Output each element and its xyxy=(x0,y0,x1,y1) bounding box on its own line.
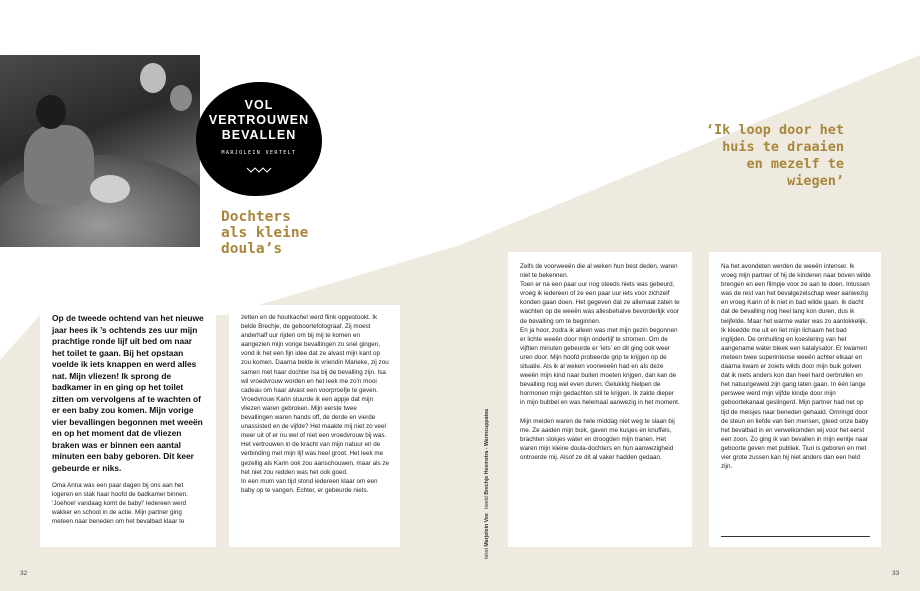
text-column-4 xyxy=(709,252,881,547)
credit-label: tekst xyxy=(484,548,490,559)
headline-line-1: Dochters xyxy=(221,209,291,225)
body-paragraph: Toen er na een paar uur nog steeds niets was gebeurd, vroeg ik iedereen of ze een paar uur iets voor zichzelf konden gaan doen. Het gegeven dat ze allemaal zaten te wachten op de weeën was allesbehalve bevorderlijk voor de bevalling om te beginnen. xyxy=(520,281,680,325)
body-paragraph: Na het avondeten werden de weeën intenser. Ik vroeg mijn partner of hij de kinderen naar boven wilde brengen en een filmpje voor ze aan te doen. Intussen was de rest van het bevalgezelschap weer aanwezig en vroeg Karin of ik niet in bad wilde gaan. Ik dacht dat de bevalling nog heel lang kon duren, dus ik twijfelde. Maar het warme water was zo aanlokkelijk. Ik kleedde me uit en liet mijn lichaam het bad inglijden. De omhulling en koestering van het aangename water bleek een katalysator. Er kwamen meteen twee superintense weeën achter elkaar en daarna kwam er zoiets wilds door mijn buik golven dat ik niets anders kon dan heel hard oerbrullen en het natuurgeweld zijn gang laten gaan. In één lange perswee werd mijn vijfde kindje door mijn geboortekanaal geslingerd. Mijn partner had net op tijd de meisjes naar beneden gehaald. Omringd door de steun en liefde van tien mensen, gleed onze baby het bevalbad in en verwelkomden wij voor het eerst een zoon. Zo ging ik van bevallen in mijn eentje naar geboorte geven met publiek. Tiuri is geboren en met vier grote zussen kan hij niet anders dan een held zijn. xyxy=(721,263,871,471)
article-headline xyxy=(221,209,308,257)
body-paragraph: Mijn meiden waren de hele middag niet weg te slaan bij me. Ze aaiden mijn buik, gaven me kusjes en knuffels, brachten slokjes water en droogden mijn tranen. Het waren mijn kleine doula-dochters en hun aanwezigheid ontroerde mij. Alsof ze dit al vaker hadden gedaan. xyxy=(520,417,675,461)
quote-line-1: ‘Ik loop door het xyxy=(705,122,844,138)
credits xyxy=(484,339,490,559)
title-line-2: VERTROUWEN xyxy=(208,113,310,127)
page-number-left: 32 xyxy=(20,570,28,577)
title-line-3: BEVALLEN xyxy=(221,128,297,142)
headline-line-2: als kleine xyxy=(221,225,309,241)
body-paragraph: En ja hoor, zodra ik alleen was met mijn gezin begonnen er lichte weeën door mijn onderlijf te stromen. Om de vijftien minuten gebeurde er ‘iets’ en dit ging ook weer uren door. Mijn hoofd probeerde grip te krijgen op de situatie. Als ik al weken voorweeën had en als deze weeën mijn kind naar buiten moeten krijgen, dan kan de bevalling nog wel even duren. Gelukkig hielpen de hormonen mijn gedachten stil te krijgen. Ik zakte dieper in mijn bubbel en was helemaal aanwezig in het moment. xyxy=(520,326,680,407)
text-column-1 xyxy=(40,305,216,547)
credit-author: Marjolein Vos xyxy=(484,513,490,547)
page-number-right: 33 xyxy=(892,570,900,577)
quote-line-4: wiegen’ xyxy=(787,173,844,189)
headline-line-3: doula’s xyxy=(221,241,283,257)
credit-label: beeld xyxy=(484,496,490,509)
body-paragraph: Zelfs de voorweeën die al weken hun best deden, waren niet te bekennen. xyxy=(520,263,678,280)
body-paragraph: In een mum van tijd stond iedereen klaar om een baby op te vangen. Echter, er gebeurde niets. xyxy=(241,477,378,494)
end-rule xyxy=(721,536,870,537)
lead-paragraph: Op de tweede ochtend van het nieuwe jaar hees ik ’s ochtends zes uur mijn prachtige ronde lijf uit bed om naar het toilet te gaan. Bij het opstaan voelde ik iets knappen en werd alles nat. Mijn vliezen! Ik sprong de badkamer in en ging op het toilet zitten om vervolgens af te wachten of er een baby zou komen. Mijn vorige vier bevallingen begonnen met weeën en op het moment dat de vliezen braken was er binnen een aantal minuten een baby geboren. Dit keer gebeurde er niks. xyxy=(52,313,204,473)
pull-quote xyxy=(706,122,844,190)
quote-line-2: huis te draaien xyxy=(722,139,844,155)
quote-line-3: en mezelf te xyxy=(746,156,844,172)
body-paragraph: Oma Anna was een paar dagen bij ons aan het logeren en stak haar hoofd de badkamer binnen. ‘Joehoe! vandaag komt de baby!’ Iedereen werd wakker en schoot in de actie. Mijn partner ging meteen naar beneden om het bevalbad klaar te xyxy=(52,482,188,526)
title-line-1: VOL xyxy=(244,98,274,112)
title-badge xyxy=(196,82,322,196)
text-column-3 xyxy=(508,252,692,547)
birth-photo xyxy=(0,55,200,247)
title-subtitle: MARJOLEIN VERTELT xyxy=(221,150,297,156)
text-column-2 xyxy=(229,305,400,547)
credit-photographer: Brechje Heemstra - Warmcuppatea xyxy=(484,409,490,495)
body-paragraph: zetten en de houtkachel werd flink opgestookt. Ik belde Brechje, de geboortefotograaf. Zij moest anderhalf uur rijden om bij mij te komen en aangezien mijn vorige bevallingen zo snel gingen, vond ik het een fijn idee dat ze alvast mijn kant op zou komen. Daarna belde ik vriendin Marieke, zij zou samen met haar dochter Isa bij de bevalling zijn. Isa wil vroedvrouw worden en het leek me zo’n mooi cadeau om haar alvast een voorproefje te geven. Vroedvrouw Karin stuurde ik een appje dat mijn vliezen waren gebroken. Mijn eerste twee bevallingen waren hands off, de derde en vierde unassisted en de vijfde? Het maakte mij niet zo veel meer uit of er nu wel of niet een vroedvrouw bij was. Het vertrouwen in de kracht van mijn natuur en de verbinding met mijn lijf was heel groot. Het leek me gezellig als Karin ook zou aanschouwen, maar als ze het niet zou redden was het ook goed. xyxy=(241,314,390,476)
wave-icon xyxy=(246,166,272,174)
